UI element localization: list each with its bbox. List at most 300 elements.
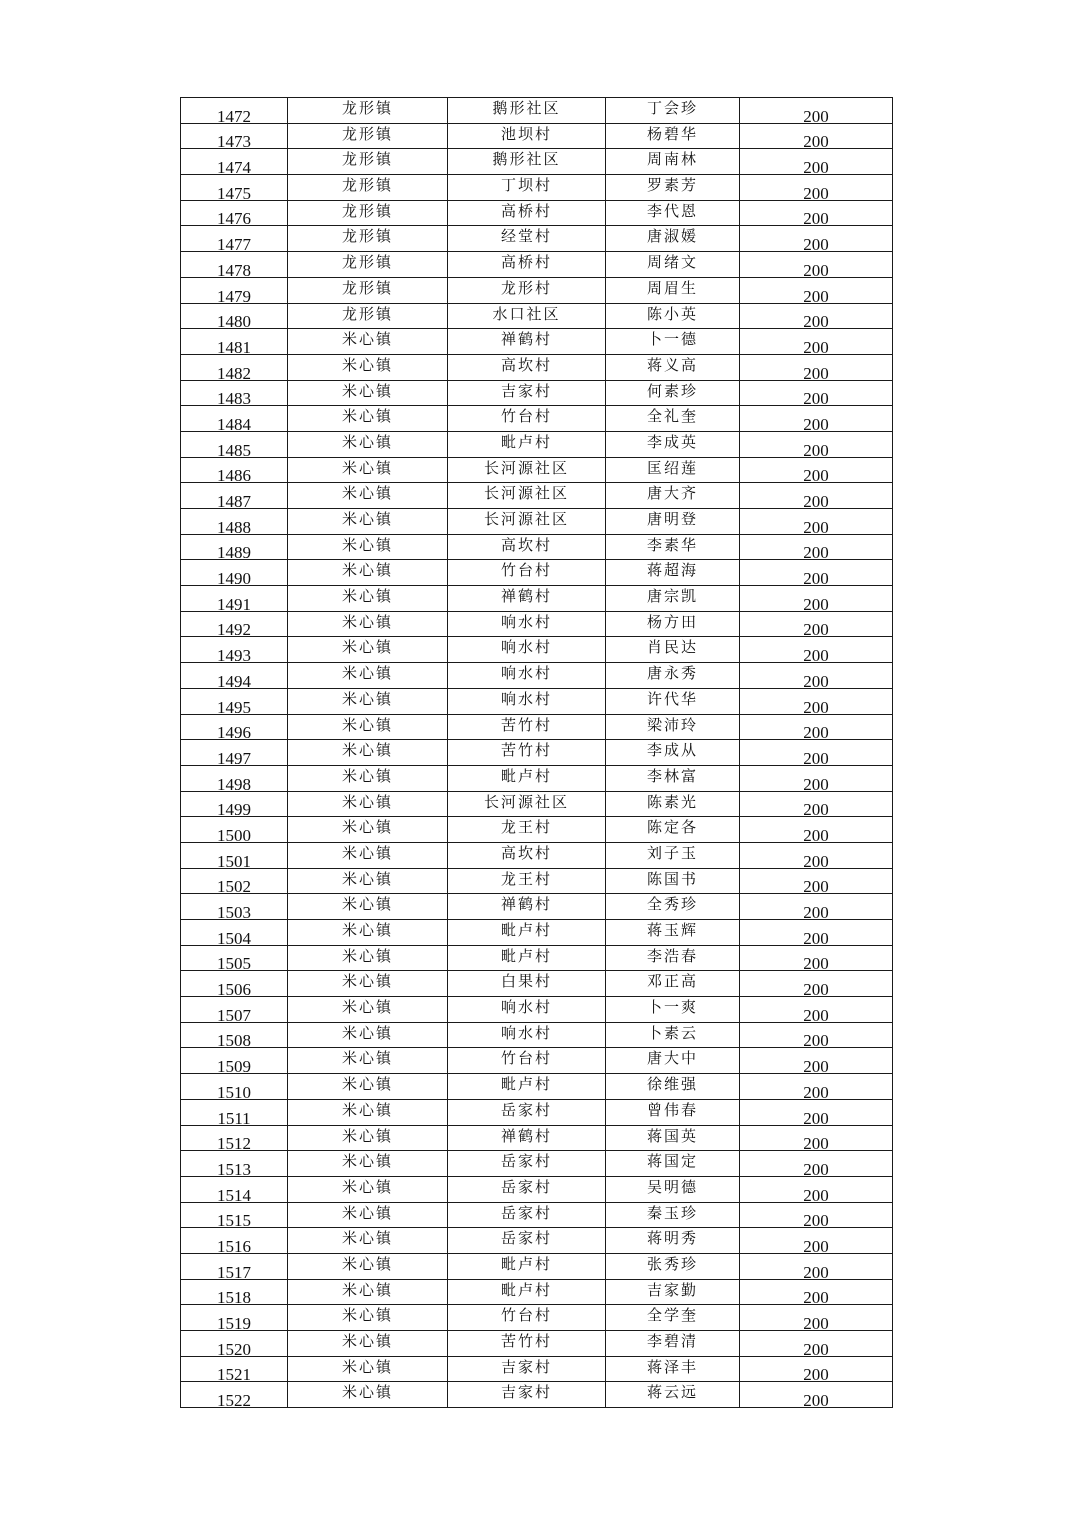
serial-number-text: 1516 xyxy=(217,1236,251,1254)
person-name-cell: 唐淑媛 xyxy=(606,226,740,252)
village-cell: 竹台村 xyxy=(448,1305,606,1331)
village-cell: 龙王村 xyxy=(448,868,606,894)
amount-cell xyxy=(740,1022,893,1048)
person-name-cell: 吉家勤 xyxy=(606,1279,740,1305)
village-cell: 禅鹤村 xyxy=(448,1125,606,1151)
amount-cell xyxy=(740,765,893,791)
amount-cell xyxy=(740,1228,893,1254)
serial-number-text: 1491 xyxy=(217,594,251,612)
amount-text: 200 xyxy=(803,492,829,509)
serial-number-text: 1480 xyxy=(217,312,251,329)
village-cell: 竹台村 xyxy=(448,1048,606,1074)
serial-number-cell xyxy=(181,277,288,303)
serial-number-cell xyxy=(181,791,288,817)
amount-text: 200 xyxy=(803,209,829,226)
town-cell: 米心镇 xyxy=(288,817,448,843)
table-row xyxy=(181,920,893,946)
amount-text: 200 xyxy=(803,1185,829,1203)
person-name-cell: 李代恩 xyxy=(606,200,740,226)
person-name-cell: 徐维强 xyxy=(606,1074,740,1100)
table-row xyxy=(181,200,893,226)
town-cell: 米心镇 xyxy=(288,1074,448,1100)
serial-number-text: 1484 xyxy=(217,414,251,432)
serial-number-text: 1519 xyxy=(217,1314,251,1331)
serial-number-text: 1475 xyxy=(217,183,251,201)
serial-number-text: 1481 xyxy=(217,337,251,355)
serial-number-cell xyxy=(181,1176,288,1202)
person-name-cell: 卜一爽 xyxy=(606,997,740,1023)
serial-number-text: 1509 xyxy=(217,1057,251,1074)
town-cell: 米心镇 xyxy=(288,329,448,355)
town-cell: 米心镇 xyxy=(288,509,448,535)
person-name-cell: 蒋国英 xyxy=(606,1125,740,1151)
town-cell: 龙形镇 xyxy=(288,123,448,149)
amount-text: 200 xyxy=(803,774,829,792)
amount-text: 200 xyxy=(803,1236,829,1254)
serial-number-cell xyxy=(181,894,288,920)
amount-text: 200 xyxy=(803,1005,829,1023)
person-name-cell: 梁沛玲 xyxy=(606,714,740,740)
amount-cell xyxy=(740,1279,893,1305)
amount-text: 200 xyxy=(803,954,829,971)
town-cell: 龙形镇 xyxy=(288,252,448,278)
village-cell: 毗卢村 xyxy=(448,1074,606,1100)
serial-number-text: 1513 xyxy=(217,1159,251,1177)
village-cell: 苦竹村 xyxy=(448,740,606,766)
village-cell: 岳家村 xyxy=(448,1228,606,1254)
table-row xyxy=(181,354,893,380)
table-row xyxy=(181,714,893,740)
town-cell: 米心镇 xyxy=(288,380,448,406)
amount-cell xyxy=(740,920,893,946)
serial-number-cell xyxy=(181,1228,288,1254)
serial-number-cell xyxy=(181,560,288,586)
serial-number-cell xyxy=(181,380,288,406)
serial-number-text: 1514 xyxy=(217,1185,251,1203)
amount-cell xyxy=(740,868,893,894)
amount-cell xyxy=(740,740,893,766)
amount-text: 200 xyxy=(803,312,829,329)
serial-number-text: 1506 xyxy=(217,980,251,997)
amount-text: 200 xyxy=(803,517,829,535)
village-cell: 经堂村 xyxy=(448,226,606,252)
table-row xyxy=(181,611,893,637)
table-row xyxy=(181,1176,893,1202)
amount-text: 200 xyxy=(803,1288,829,1305)
amount-cell xyxy=(740,277,893,303)
serial-number-text: 1515 xyxy=(217,1211,251,1228)
village-cell: 龙王村 xyxy=(448,817,606,843)
person-name-cell: 蒋义高 xyxy=(606,354,740,380)
person-name-cell: 唐大齐 xyxy=(606,483,740,509)
amount-text: 200 xyxy=(803,1314,829,1331)
amount-cell xyxy=(740,200,893,226)
serial-number-cell xyxy=(181,354,288,380)
table-row xyxy=(181,329,893,355)
serial-number-cell xyxy=(181,1048,288,1074)
amount-cell xyxy=(740,971,893,997)
person-name-cell: 许代华 xyxy=(606,688,740,714)
town-cell: 米心镇 xyxy=(288,1253,448,1279)
amount-text: 200 xyxy=(803,1262,829,1280)
village-cell: 鹅形社区 xyxy=(448,149,606,175)
serial-number-text: 1499 xyxy=(217,800,251,817)
amount-cell xyxy=(740,663,893,689)
person-name-cell: 蒋玉辉 xyxy=(606,920,740,946)
serial-number-text: 1482 xyxy=(217,363,251,381)
table-row xyxy=(181,1228,893,1254)
amount-cell xyxy=(740,1125,893,1151)
table-row xyxy=(181,252,893,278)
table-row xyxy=(181,483,893,509)
serial-number-cell xyxy=(181,842,288,868)
amount-cell xyxy=(740,1099,893,1125)
town-cell: 米心镇 xyxy=(288,791,448,817)
amount-text: 200 xyxy=(803,106,829,124)
person-name-cell: 唐宗凯 xyxy=(606,586,740,612)
person-name-cell: 陈小英 xyxy=(606,303,740,329)
serial-number-cell xyxy=(181,431,288,457)
town-cell: 米心镇 xyxy=(288,560,448,586)
amount-cell xyxy=(740,483,893,509)
table-row xyxy=(181,149,893,175)
town-cell: 米心镇 xyxy=(288,740,448,766)
village-cell: 禅鹤村 xyxy=(448,586,606,612)
serial-number-text: 1489 xyxy=(217,543,251,560)
serial-number-cell xyxy=(181,997,288,1023)
person-name-cell: 曾伟春 xyxy=(606,1099,740,1125)
village-cell: 鹅形社区 xyxy=(448,98,606,124)
serial-number-text: 1511 xyxy=(217,1108,251,1125)
table-row xyxy=(181,1356,893,1382)
town-cell: 龙形镇 xyxy=(288,149,448,175)
amount-cell xyxy=(740,123,893,149)
amount-text: 200 xyxy=(803,1082,829,1100)
table-row xyxy=(181,303,893,329)
serial-number-cell xyxy=(181,226,288,252)
person-name-cell: 卜素云 xyxy=(606,1022,740,1048)
amount-text: 200 xyxy=(803,1365,829,1382)
person-name-cell: 蒋超海 xyxy=(606,560,740,586)
amount-text: 200 xyxy=(803,389,829,406)
town-cell: 米心镇 xyxy=(288,354,448,380)
table-row xyxy=(181,637,893,663)
village-cell: 禅鹤村 xyxy=(448,894,606,920)
town-cell: 米心镇 xyxy=(288,842,448,868)
town-cell: 米心镇 xyxy=(288,483,448,509)
amount-cell xyxy=(740,303,893,329)
town-cell: 米心镇 xyxy=(288,1099,448,1125)
amount-text: 200 xyxy=(803,158,829,175)
serial-number-text: 1503 xyxy=(217,903,251,920)
amount-cell xyxy=(740,997,893,1023)
amount-text: 200 xyxy=(803,980,829,997)
amount-text: 200 xyxy=(803,543,829,560)
amount-cell xyxy=(740,1356,893,1382)
amount-cell xyxy=(740,1202,893,1228)
town-cell: 米心镇 xyxy=(288,534,448,560)
amount-text: 200 xyxy=(803,183,829,201)
serial-number-text: 1518 xyxy=(217,1288,251,1305)
serial-number-cell xyxy=(181,329,288,355)
table-row xyxy=(181,1151,893,1177)
town-cell: 米心镇 xyxy=(288,1228,448,1254)
village-cell: 岳家村 xyxy=(448,1151,606,1177)
amount-cell xyxy=(740,534,893,560)
amount-text: 200 xyxy=(803,1339,829,1357)
serial-number-text: 1510 xyxy=(217,1082,251,1100)
amount-cell xyxy=(740,1305,893,1331)
amount-text: 200 xyxy=(803,928,829,946)
serial-number-text: 1477 xyxy=(217,235,251,252)
amount-cell xyxy=(740,431,893,457)
serial-number-text: 1479 xyxy=(217,286,251,303)
village-cell: 高坎村 xyxy=(448,842,606,868)
serial-number-cell xyxy=(181,483,288,509)
serial-number-text: 1521 xyxy=(217,1365,251,1382)
town-cell: 米心镇 xyxy=(288,688,448,714)
serial-number-cell xyxy=(181,149,288,175)
table-row xyxy=(181,1202,893,1228)
person-name-cell: 肖民达 xyxy=(606,637,740,663)
town-cell: 米心镇 xyxy=(288,1151,448,1177)
table-row xyxy=(181,945,893,971)
village-cell: 毗卢村 xyxy=(448,765,606,791)
village-cell: 毗卢村 xyxy=(448,1253,606,1279)
amount-text: 200 xyxy=(803,800,829,817)
serial-number-cell xyxy=(181,1125,288,1151)
person-name-cell: 李碧清 xyxy=(606,1331,740,1357)
amount-text: 200 xyxy=(803,646,829,663)
village-cell: 禅鹤村 xyxy=(448,329,606,355)
table-row xyxy=(181,1382,893,1408)
serial-number-cell xyxy=(181,1151,288,1177)
serial-number-text: 1474 xyxy=(217,158,251,175)
village-cell: 白果村 xyxy=(448,971,606,997)
amount-text: 200 xyxy=(803,337,829,355)
amount-text: 200 xyxy=(803,1108,829,1125)
table-row xyxy=(181,406,893,432)
serial-number-cell xyxy=(181,586,288,612)
town-cell: 龙形镇 xyxy=(288,98,448,124)
village-cell: 吉家村 xyxy=(448,1382,606,1408)
serial-number-cell xyxy=(181,98,288,124)
person-name-cell: 陈国书 xyxy=(606,868,740,894)
amount-cell xyxy=(740,791,893,817)
person-name-cell: 全秀珍 xyxy=(606,894,740,920)
amount-cell xyxy=(740,1382,893,1408)
person-name-cell: 卜一德 xyxy=(606,329,740,355)
town-cell: 米心镇 xyxy=(288,1279,448,1305)
person-name-cell: 周绪文 xyxy=(606,252,740,278)
village-cell: 水口社区 xyxy=(448,303,606,329)
table-row xyxy=(181,226,893,252)
amount-text: 200 xyxy=(803,235,829,252)
amount-cell xyxy=(740,226,893,252)
amount-cell xyxy=(740,560,893,586)
serial-number-text: 1495 xyxy=(217,697,251,714)
table-row xyxy=(181,817,893,843)
town-cell: 龙形镇 xyxy=(288,200,448,226)
amount-cell xyxy=(740,380,893,406)
table-row xyxy=(181,894,893,920)
person-name-cell: 杨碧华 xyxy=(606,123,740,149)
serial-number-cell xyxy=(181,303,288,329)
serial-number-cell xyxy=(181,1022,288,1048)
amount-text: 200 xyxy=(803,414,829,432)
town-cell: 龙形镇 xyxy=(288,226,448,252)
serial-number-cell xyxy=(181,1074,288,1100)
village-cell: 苦竹村 xyxy=(448,714,606,740)
person-name-cell: 唐明登 xyxy=(606,509,740,535)
serial-number-cell xyxy=(181,406,288,432)
serial-number-text: 1492 xyxy=(217,620,251,637)
town-cell: 米心镇 xyxy=(288,431,448,457)
village-cell: 响水村 xyxy=(448,611,606,637)
table-row xyxy=(181,431,893,457)
person-name-cell: 周眉生 xyxy=(606,277,740,303)
town-cell: 米心镇 xyxy=(288,457,448,483)
person-name-cell: 全礼奎 xyxy=(606,406,740,432)
town-cell: 米心镇 xyxy=(288,1048,448,1074)
table-row xyxy=(181,765,893,791)
serial-number-cell xyxy=(181,1382,288,1408)
amount-cell xyxy=(740,817,893,843)
village-cell: 长河源社区 xyxy=(448,791,606,817)
serial-number-text: 1478 xyxy=(217,260,251,278)
amount-text: 200 xyxy=(803,723,829,740)
town-cell: 米心镇 xyxy=(288,714,448,740)
amount-cell xyxy=(740,98,893,124)
town-cell: 米心镇 xyxy=(288,997,448,1023)
serial-number-text: 1500 xyxy=(217,825,251,843)
serial-number-cell xyxy=(181,1356,288,1382)
amount-cell xyxy=(740,1074,893,1100)
amount-cell xyxy=(740,329,893,355)
town-cell: 米心镇 xyxy=(288,1331,448,1357)
village-cell: 岳家村 xyxy=(448,1099,606,1125)
amount-cell xyxy=(740,406,893,432)
village-cell: 响水村 xyxy=(448,997,606,1023)
village-cell: 龙形村 xyxy=(448,277,606,303)
village-cell: 毗卢村 xyxy=(448,920,606,946)
table-row xyxy=(181,380,893,406)
amount-text: 200 xyxy=(803,851,829,869)
amount-text: 200 xyxy=(803,132,829,149)
amount-text: 200 xyxy=(803,903,829,920)
town-cell: 龙形镇 xyxy=(288,277,448,303)
village-cell: 池坝村 xyxy=(448,123,606,149)
table-row xyxy=(181,175,893,201)
amount-text: 200 xyxy=(803,671,829,689)
amount-cell xyxy=(740,509,893,535)
serial-number-cell xyxy=(181,1279,288,1305)
serial-number-text: 1472 xyxy=(217,106,251,124)
amount-text: 200 xyxy=(803,260,829,278)
village-cell: 高桥村 xyxy=(448,200,606,226)
amount-cell xyxy=(740,637,893,663)
amount-text: 200 xyxy=(803,594,829,612)
table-row xyxy=(181,123,893,149)
table-row xyxy=(181,740,893,766)
village-cell: 岳家村 xyxy=(448,1176,606,1202)
serial-number-cell xyxy=(181,637,288,663)
person-name-cell: 匡绍莲 xyxy=(606,457,740,483)
table-row xyxy=(181,586,893,612)
table-row xyxy=(181,971,893,997)
person-name-cell: 丁会珍 xyxy=(606,98,740,124)
town-cell: 米心镇 xyxy=(288,765,448,791)
table-row xyxy=(181,868,893,894)
village-cell: 吉家村 xyxy=(448,380,606,406)
amount-cell xyxy=(740,149,893,175)
town-cell: 米心镇 xyxy=(288,1176,448,1202)
person-name-cell: 陈素光 xyxy=(606,791,740,817)
serial-number-cell xyxy=(181,1331,288,1357)
person-name-cell: 李浩春 xyxy=(606,945,740,971)
serial-number-text: 1485 xyxy=(217,440,251,458)
serial-number-cell xyxy=(181,688,288,714)
serial-number-cell xyxy=(181,817,288,843)
town-cell: 米心镇 xyxy=(288,406,448,432)
serial-number-cell xyxy=(181,765,288,791)
serial-number-cell xyxy=(181,945,288,971)
table-row xyxy=(181,1279,893,1305)
serial-number-text: 1496 xyxy=(217,723,251,740)
person-name-cell: 李林富 xyxy=(606,765,740,791)
town-cell: 米心镇 xyxy=(288,1202,448,1228)
town-cell: 米心镇 xyxy=(288,611,448,637)
village-cell: 毗卢村 xyxy=(448,431,606,457)
amount-cell xyxy=(740,175,893,201)
serial-number-cell xyxy=(181,123,288,149)
amount-cell xyxy=(740,945,893,971)
village-cell: 高坎村 xyxy=(448,534,606,560)
serial-number-text: 1488 xyxy=(217,517,251,535)
serial-number-cell xyxy=(181,714,288,740)
amount-cell xyxy=(740,611,893,637)
village-cell: 高坎村 xyxy=(448,354,606,380)
amount-cell xyxy=(740,586,893,612)
table-row xyxy=(181,277,893,303)
person-name-cell: 张秀珍 xyxy=(606,1253,740,1279)
person-name-cell: 李成英 xyxy=(606,431,740,457)
serial-number-cell xyxy=(181,1253,288,1279)
amount-text: 200 xyxy=(803,877,829,894)
village-cell: 长河源社区 xyxy=(448,483,606,509)
amount-text: 200 xyxy=(803,620,829,637)
amount-text: 200 xyxy=(803,1031,829,1048)
serial-number-cell xyxy=(181,663,288,689)
serial-number-cell xyxy=(181,611,288,637)
serial-number-cell xyxy=(181,252,288,278)
serial-number-text: 1517 xyxy=(217,1262,251,1280)
town-cell: 米心镇 xyxy=(288,1305,448,1331)
serial-number-text: 1501 xyxy=(217,851,251,869)
person-name-cell: 蒋云远 xyxy=(606,1382,740,1408)
village-cell: 响水村 xyxy=(448,637,606,663)
person-name-cell: 李成从 xyxy=(606,740,740,766)
village-cell: 长河源社区 xyxy=(448,457,606,483)
town-cell: 米心镇 xyxy=(288,637,448,663)
amount-cell xyxy=(740,354,893,380)
serial-number-cell xyxy=(181,175,288,201)
table-row xyxy=(181,457,893,483)
town-cell: 米心镇 xyxy=(288,945,448,971)
table-row xyxy=(181,688,893,714)
person-name-cell: 唐大中 xyxy=(606,1048,740,1074)
table-row xyxy=(181,1099,893,1125)
